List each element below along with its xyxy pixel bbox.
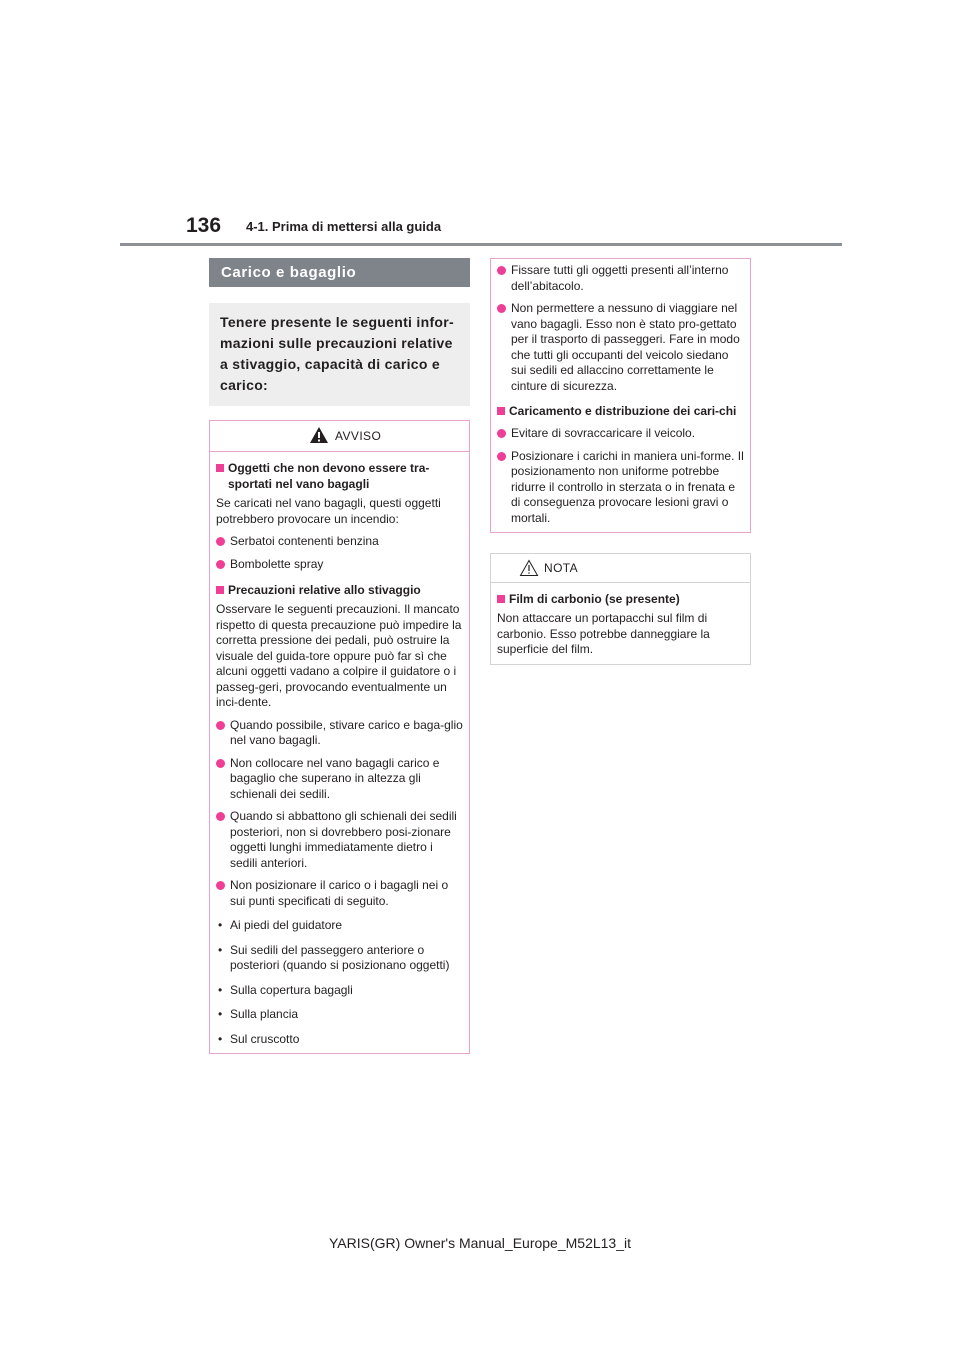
sub-list-item: • Sulla copertura bagagli bbox=[218, 982, 353, 997]
intro-box: Tenere presente le seguenti infor-mazioni sulle precauzioni relative a stivaggio, capacità di carico e carico: bbox=[209, 303, 470, 406]
bullet-dot-icon bbox=[497, 266, 506, 275]
note-subheading: Film di carbonio (se presente) bbox=[497, 591, 744, 607]
note-body bbox=[491, 583, 750, 664]
sub-list-item: • Sul cruscotto bbox=[218, 1031, 300, 1046]
caution-triangle-icon bbox=[519, 559, 539, 582]
note-header bbox=[491, 554, 750, 583]
warning-triangle-icon bbox=[309, 426, 329, 449]
list-item: Serbatoi contenenti benzina bbox=[216, 534, 463, 550]
header-rule bbox=[120, 243, 842, 246]
warning-subheading: Caricamento e distribuzione dei cari-chi bbox=[497, 403, 744, 419]
bullet-dot-icon bbox=[216, 881, 225, 890]
square-bullet-icon bbox=[497, 595, 505, 603]
note-box bbox=[490, 553, 751, 665]
warning-subheading: Precauzioni relative allo stivaggio bbox=[216, 582, 463, 598]
list-item: Non collocare nel vano bagagli carico e bagaglio che superano in altezza gli schienali dei sedili. bbox=[216, 756, 463, 803]
square-bullet-icon bbox=[216, 464, 224, 472]
topic-title: Carico e bagaglio bbox=[209, 258, 470, 287]
warning-continued-box bbox=[490, 258, 751, 533]
page-number: 136 bbox=[186, 214, 222, 237]
list-item: Evitare di sovraccaricare il veicolo. bbox=[497, 426, 744, 442]
warning-text: Se caricati nel vano bagagli, questi oggetti potrebbero provocare un incendio: bbox=[216, 496, 441, 526]
warning-header bbox=[210, 421, 469, 452]
bullet-dot-icon bbox=[216, 721, 225, 730]
bullet-dot-icon bbox=[216, 812, 225, 821]
square-bullet-icon bbox=[216, 586, 224, 594]
list-item: Bombolette spray bbox=[216, 557, 463, 573]
section-title: 4-1. Prima di mettersi alla guida bbox=[246, 219, 442, 234]
list-item: Fissare tutti gli oggetti presenti all’interno dell’abitacolo. bbox=[497, 263, 744, 294]
warning-subheading: Oggetti che non devono essere tra-sportati nel vano bagagli bbox=[216, 460, 463, 492]
sub-list-item: • Ai piedi del guidatore bbox=[218, 918, 343, 932]
sub-list-item: • Sui sedili del passeggero anteriore o posteriori (quando si posizionano oggetti) bbox=[218, 942, 450, 972]
note-text: Non attaccare un portapacchi sul film di carbonio. Esso potrebbe danneggiare la superficie del film. bbox=[497, 611, 710, 656]
warning-continued-body bbox=[491, 259, 750, 532]
list-item: Quando si abbattono gli schienali dei sedili posteriori, non si dovrebbero posi-zionare oggetti lunghi immediatamente dietro i sedili anteriori. bbox=[216, 809, 463, 871]
sub-list-item: • Sulla plancia bbox=[218, 1007, 299, 1021]
warning-text: Osservare le seguenti precauzioni. Il mancato rispetto di questa precauzione può impedire la corretta pressione dei pedali, può ostruire la visuale del guida-tore oppure può far sì che alcuni oggetti vadano a colpire il guidatore o i passeg-geri, provocando eventualmente un inci-dente. bbox=[216, 602, 462, 709]
warning-box bbox=[209, 420, 470, 1054]
warning-label: AVVISO bbox=[335, 429, 382, 443]
bullet-dot-icon bbox=[216, 560, 225, 569]
right-column bbox=[490, 258, 751, 665]
left-column bbox=[209, 258, 470, 1054]
footer-manual-id: YARIS(GR) Owner's Manual_Europe_M52L13_it bbox=[329, 1235, 631, 1251]
square-bullet-icon bbox=[497, 407, 505, 415]
bullet-dot-icon bbox=[497, 429, 506, 438]
bullet-dot-icon bbox=[216, 759, 225, 768]
list-item: Quando possibile, stivare carico e baga-glio nel vano bagagli. bbox=[216, 718, 463, 749]
list-item: Non permettere a nessuno di viaggiare nel vano bagagli. Esso non è stato pro-gettato per il trasporto di passeggeri. Fare in modo che tutti gli occupanti del veicolo siedano sui sedili ed allaccino correttamente le cinture di sicurezza. bbox=[497, 301, 744, 394]
warning-body bbox=[210, 452, 469, 1053]
bullet-dot-icon bbox=[497, 452, 506, 461]
note-label: NOTA bbox=[544, 561, 579, 575]
bullet-dot-icon bbox=[216, 537, 225, 546]
bullet-dot-icon bbox=[497, 304, 506, 313]
list-item: Non posizionare il carico o i bagagli nei o sui punti specificati di seguito. bbox=[216, 878, 463, 909]
list-item: Posizionare i carichi in maniera uni-forme. Il posizionamento non uniforme potrebbe ridurre il controllo in sterzata o in frenata e di conseguenza provocare lesioni gravi o mortali. bbox=[497, 449, 744, 527]
